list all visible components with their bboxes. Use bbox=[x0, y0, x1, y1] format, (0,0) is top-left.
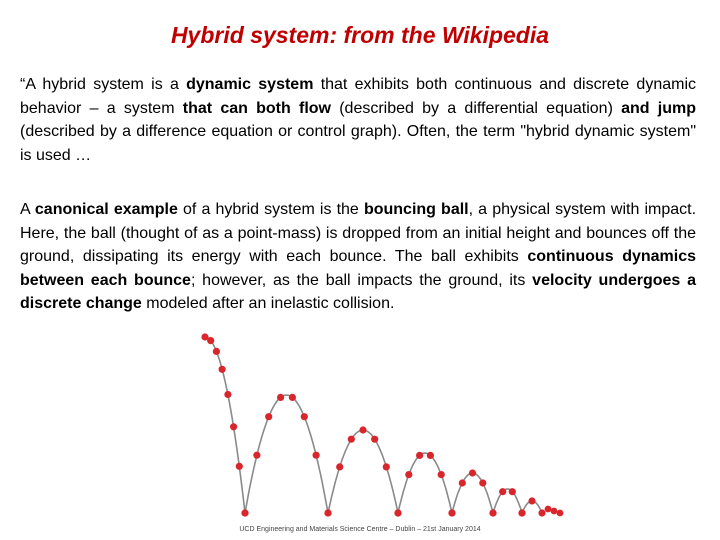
body-text: “A hybrid system is a bbox=[20, 76, 187, 93]
ball-marker bbox=[207, 337, 214, 344]
emphasis-text: canonical example bbox=[34, 201, 178, 218]
slide-title: Hybrid system: from the Wikipedia bbox=[170, 22, 550, 48]
emphasis-text: velocity undergoes a discrete change bbox=[20, 271, 697, 312]
ball-marker bbox=[224, 391, 231, 398]
trajectory-arc bbox=[398, 453, 452, 513]
ball-marker bbox=[427, 452, 434, 459]
example-paragraph bbox=[20, 198, 696, 316]
ball-marker bbox=[213, 348, 220, 355]
ball-marker bbox=[313, 452, 320, 459]
ball-marker bbox=[289, 394, 296, 401]
trajectory-arc bbox=[205, 337, 245, 513]
ball-marker bbox=[489, 509, 496, 516]
ball-marker bbox=[230, 423, 237, 430]
ball-marker bbox=[438, 471, 445, 478]
trajectory-arc bbox=[493, 489, 522, 513]
body-text: that exhibits both continuous and discrete dynamic behavior – a system bbox=[20, 76, 696, 117]
body-text: (described by a differential equation) bbox=[331, 99, 622, 117]
ball-marker bbox=[479, 479, 486, 486]
ball-marker bbox=[219, 366, 226, 373]
ball-marker bbox=[324, 509, 331, 516]
ball-marker bbox=[499, 488, 506, 495]
ball-marker bbox=[405, 471, 412, 478]
ball-marker bbox=[253, 452, 260, 459]
ball-marker bbox=[538, 509, 545, 516]
ball-marker bbox=[383, 463, 390, 470]
emphasis-text: bouncing ball bbox=[363, 201, 469, 218]
trajectory-arc bbox=[328, 430, 398, 513]
ball-marker bbox=[336, 463, 343, 470]
body-text: modeled after an inelastic collision. bbox=[141, 295, 395, 312]
ball-marker bbox=[528, 497, 535, 504]
body-text: of a hybrid system is the bbox=[177, 201, 364, 218]
ball-marker bbox=[241, 509, 248, 516]
body-text: A bbox=[20, 201, 35, 218]
ball-marker bbox=[265, 413, 272, 420]
ball-marker bbox=[551, 508, 558, 515]
ball-marker bbox=[348, 436, 355, 443]
ball-marker bbox=[545, 506, 552, 513]
ball-marker bbox=[469, 469, 476, 476]
emphasis-text: continuous dynamics between each bounce bbox=[20, 248, 697, 289]
body-text: , a physical system with impact. Here, the ball (thought of as a point-mass) is dropped from an initial height and bounces off the ground, dissipating its energy with each bounce. The ball exhibits bbox=[20, 201, 697, 265]
ball-marker bbox=[236, 463, 243, 470]
emphasis-text: dynamic system bbox=[186, 76, 314, 93]
bouncing-ball-figure bbox=[190, 325, 570, 520]
emphasis-text: that can both flow bbox=[182, 99, 331, 117]
trajectory-arc bbox=[452, 473, 493, 513]
ball-marker bbox=[394, 509, 401, 516]
definition-paragraph bbox=[20, 73, 696, 167]
ball-marker bbox=[359, 426, 366, 433]
ball-marker bbox=[459, 479, 466, 486]
ball-marker bbox=[448, 509, 455, 516]
slide-footer: UCD Engineering and Materials Science Centre – Dublin – 21st January 2014 bbox=[239, 526, 481, 533]
ball-marker bbox=[518, 509, 525, 516]
ball-marker bbox=[509, 488, 516, 495]
trajectory-curves bbox=[205, 337, 542, 513]
ball-marker bbox=[557, 510, 564, 517]
ball-marker bbox=[277, 394, 284, 401]
ball-marker bbox=[371, 436, 378, 443]
body-text: ; however, as the ball impacts the ground, its bbox=[190, 271, 533, 289]
ball-marker bbox=[301, 413, 308, 420]
emphasis-text: and jump bbox=[621, 99, 697, 117]
body-text: (described by a difference equation or control graph). Often, the term "hybrid dynamic system" is used … bbox=[20, 123, 696, 164]
ball-marker bbox=[416, 452, 423, 459]
